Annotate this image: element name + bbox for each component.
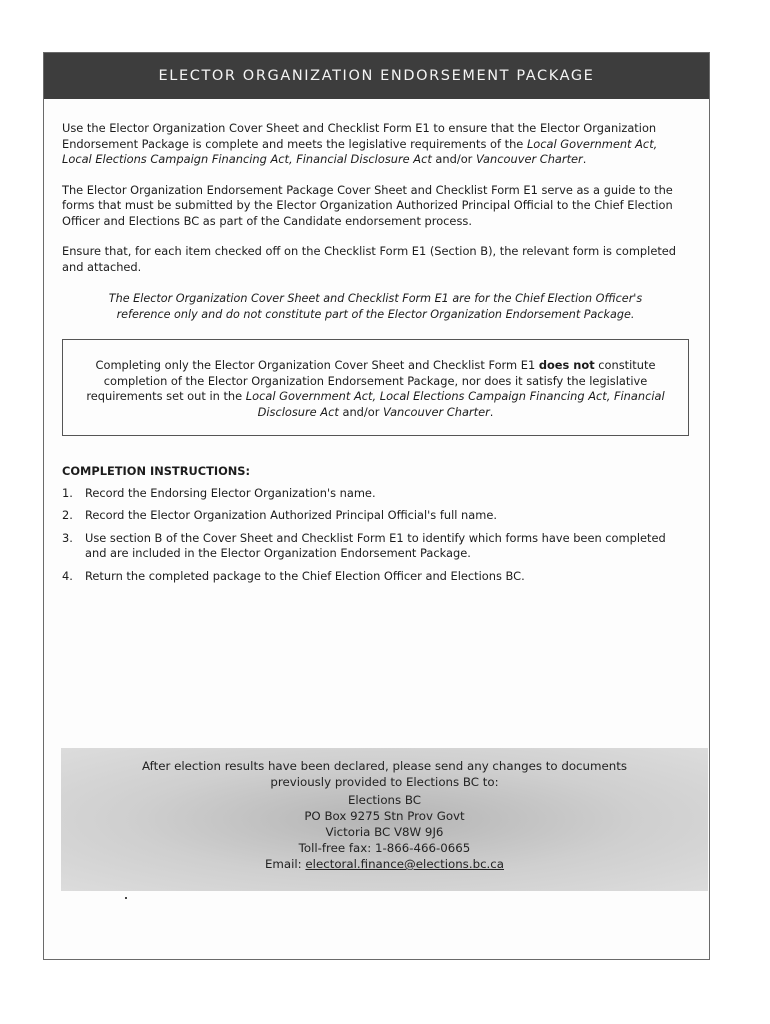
page-header (44, 53, 709, 99)
contact-org: Elections BC (347, 793, 422, 807)
instruction-item: 4. Return the completed package to the Chief Election Officer and Elections BC. (62, 568, 525, 583)
instruction-item: 3. Use section B of the Cover Sheet and Checklist Form E1 to identify which forms have been completed and are included in the Elector Organization Endorsement Package. (62, 530, 666, 561)
notice-box: Completing only the Elector Organization Cover Sheet and Checklist Form E1 does not constitute completion of the Elector Organization Endorsement Package, nor does it satisfy the legislative requirements set out in the Local Government Act, Local Elections Campaign Financing Act, Financial Disclosure Act and/or Vancouver Charter. (62, 339, 689, 436)
contact-lead: After election results have been declared, please send any changes to documents previously provided to Elections BC to: (141, 759, 627, 789)
contact-po-box: PO Box 9275 Stn Prov Govt (304, 809, 465, 823)
instructions-title: COMPLETION INSTRUCTIONS: (62, 463, 251, 478)
contact-box (61, 748, 708, 891)
intro-paragraph-2: The Elector Organization Endorsement Package Cover Sheet and Checklist Form E1 serve as a guide to the forms that must be submitted by the Elector Organization Authorized Principal Official to the Chief Election Officer and Elections BC as part of the Candidate endorsement process. (62, 182, 673, 228)
reference-note: The Elector Organization Cover Sheet and Checklist Form E1 are for the Chief Election Officer's reference only and do not constitute part of the Elector Organization Endorsement Package. (108, 292, 643, 321)
instruction-item: 1. Record the Endorsing Elector Organization's name. (62, 485, 376, 500)
contact-city: Victoria BC V8W 9J6 (325, 825, 444, 839)
email-link[interactable]: electoral.finance@elections.bc.ca (305, 857, 505, 871)
contact-fax: Toll-free fax: 1-866-466-0665 (298, 841, 471, 855)
intro-paragraph-1: Use the Elector Organization Cover Sheet and Checklist Form E1 to ensure that the Elector Organization Endorsement Package is complete and meets the legislative requirements of the Local Government Act, Local Elections Campaign Financing Act, Financial Disclosure Act and/or Vancouver Charter. (62, 121, 658, 166)
scan-speck (125, 897, 127, 899)
main-content (44, 121, 709, 584)
contact-email-line: Email: electoral.finance@elections.bc.ca (264, 857, 505, 871)
instructions-list (62, 486, 689, 585)
page-title: ELECTOR ORGANIZATION ENDORSEMENT PACKAGE (158, 68, 595, 84)
intro-paragraph-3: Ensure that, for each item checked off on the Checklist Form E1 (Section B), the relevant form is completed and attached. (62, 244, 677, 274)
instruction-item: 2. Record the Elector Organization Authorized Principal Official's full name. (62, 508, 497, 523)
document-page (43, 52, 710, 960)
